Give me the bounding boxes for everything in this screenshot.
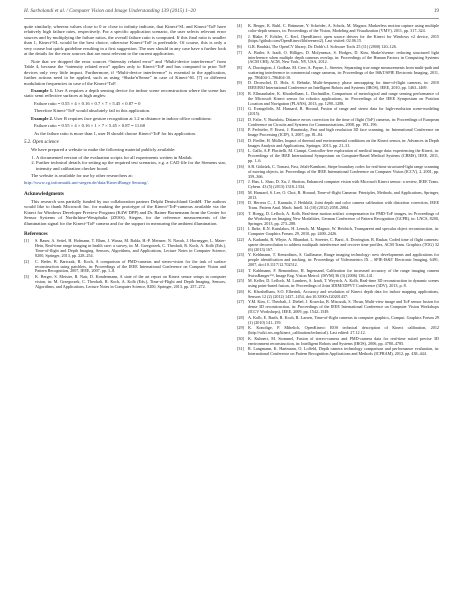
reference-text: K. Konolige, P. Mihelich, OpenKinect: ROS technical description of Kinect calibration, 2012 (http://wiki.ros.org/kinect_calibration/technical). Last edited: 27.12.12. bbox=[248, 325, 439, 336]
example-text: User B requires face gesture recognition at 1.2 m distance in indoor office conditions: bbox=[52, 115, 212, 121]
reference-text: C. Beder, B. Bartczak, R. Koch, A comparison of PMD-cameras and stereo-vision for the task of surface reconstruction using patchlets, in: Proceedings of the IEEE International Conference on Computer Vision and Pattern Recognition, 2007, IEEE, 2007, pp. 1–8. bbox=[35, 258, 226, 274]
reference-number: [1] bbox=[24, 238, 29, 244]
reference-text: S. Bauer, A. Seitel, H. Hofmann, T. Blum, J. Wasza, M. Balda, H.-P. Meinzer, N. Navab, J. Hornegger, L. Maier-Hein, Real-time range imaging in health care: a survey, in: M. Grzegorzek, C. Theobalt, R. Koch, A. Kolb (Eds.), Time-of-flight and Depth Imaging. Sensors, Algorithms, and Applications, Lecture Notes in Computer Science, 8200, Springer, 2013, pp. 228–254. bbox=[35, 238, 226, 258]
reference-number: [14] bbox=[237, 137, 244, 143]
reference-item bbox=[237, 212, 439, 227]
reference-item bbox=[237, 253, 439, 268]
reference-item bbox=[237, 165, 439, 180]
reference-number: [9] bbox=[237, 80, 242, 86]
references-heading: References bbox=[24, 231, 48, 238]
reference-text: A. Kadambi, R. Whyte, A. Bhandari, L. Streeter, C. Barsi, A. Dorrington, R. Raskar, Coded time of flight cameras: sparse deconvolution to address multipath interference and recover time profiles, ACM Trans. Graphics (TOG) 32 (6) (2013) 167. bbox=[248, 236, 439, 252]
reference-text: Y.M. Kim, C. Theobalt, J. Diebel, J. Kosecka, B. Miscusik, S. Thrun, Multi-view image and ToF sensor fusion for dense 3D reconstruction, in: Proceedings of the IEEE International Conference on Computer Vision Workshops (ICCV Workshops), IEEE, 2009, pp. 1542–1549. bbox=[248, 299, 439, 315]
reference-text: A. Dorrington, J. Godbaz, M. Cree, A. Payne, L. Streeter, Separating true range measurements from multi-path and scattering interference in commercial range cameras, in: Proceedings of the IS&T/SPIE Electronic Imaging, 2011, pp. 786404-1–786404-10. bbox=[248, 65, 439, 80]
reference-number: [23] bbox=[237, 252, 244, 258]
reference-item bbox=[237, 107, 439, 117]
reference-number: [27] bbox=[237, 299, 244, 305]
reference-number: [5] bbox=[237, 33, 242, 39]
reference-number: [17] bbox=[237, 179, 244, 185]
example-conclusion: Therefore Kinect^ToF would absolutely fail in this application. bbox=[34, 108, 151, 114]
reference-number: [28] bbox=[237, 314, 244, 320]
reference-number: [18] bbox=[237, 189, 244, 195]
running-header bbox=[24, 8, 439, 19]
reference-text: K. Berger, K. Ruhl, C. Brümmer, Y. Schröder, A. Scholz, M. Magnor, Markerless motion capture using multiple color-depth sensors, in: Proceedings of the Vision, Modeling and Visualization (VMV), 2011, pp. 317–324. bbox=[248, 23, 439, 33]
reference-text: G.R. Bradski, The OpenCV library, Dr. Dobb's J. Software Tools 25 (11) (2000) 120–126. bbox=[248, 44, 397, 49]
reference-text: L. Gallo, A.P. Placitelli, M. Ciampi, Controller-free exploration of medical image data: experiencing the Kinect, in: Proceedings of the IEEE International Symposium on Computer-Based Medical Systems (CBMS), IEEE, 2011, pp. 1–6. bbox=[248, 148, 439, 164]
reference-text: S.B. Göktürk, C. Tomasi, Fast, Jelali-Kamhoni, Stripe boundary codes for real-time structured-light range scanning of moving objects, in: Proceedings of the IEEE International Conference on Computer Vision (ICCV), 2, 2001, pp. 359–366. bbox=[248, 163, 439, 179]
reference-item bbox=[24, 275, 226, 290]
reference-text: D. Fiedler, H. Müller, Impact of thermal and environmental conditions on the Kinect sensor, in: Advances in Depth Images Analysis and Applications, Springer, 2013, pp. 21–31. bbox=[248, 137, 439, 148]
reference-number: [12] bbox=[237, 116, 244, 122]
reference-number: [21] bbox=[237, 226, 244, 232]
reference-number: [25] bbox=[237, 278, 244, 284]
reference-item bbox=[237, 300, 439, 315]
acknowledgments-heading: Acknowledgments bbox=[24, 190, 64, 197]
reference-item bbox=[24, 260, 226, 275]
example-text: User A requires a depth sensing device for indoor scene reconstruction where the scene has static semi reflective surfaces at high angles: bbox=[24, 87, 226, 99]
body-paragraph: Note that we dropped the error sources “Intensity related error” and “Multi-device interference” from Table 4, because the “intensity related error” applies only to Kinect^ToF and has compared to prior ToF devices only very little impact. Furthermore, if “Multi-device interference” is essential to the application, further actions need to be applied, such as using “Shake'n'Sense” in case of Kinect^SL [7] or different modulation frequencies in case of the Kinect^ToF. bbox=[24, 58, 226, 86]
reference-item bbox=[237, 201, 439, 211]
reference-list bbox=[237, 24, 439, 357]
example-label: Example 1. bbox=[31, 87, 54, 93]
website-link[interactable]: http://www.cg.informatik.uni-siegen.de/data/KinectRange Sensing/. bbox=[24, 180, 149, 186]
reference-item bbox=[237, 238, 439, 253]
reference-number: [11] bbox=[237, 106, 244, 112]
example-label: Example 2. bbox=[31, 115, 53, 121]
reference-number: [3] bbox=[24, 274, 29, 279]
reference-item bbox=[237, 128, 439, 138]
reference-text: M. Keller, D. Lefloch, M. Lambers, S. Izadi, T. Weyrich, A. Kolb, Real-time 3D reconstruction in dynamic scenes using point-based fusion, in: Proceedings of Joint 3DIM/3DPVT Conference (3DV), 2013, p. 8. bbox=[248, 278, 439, 289]
reference-text: B. Ellmauthaler, K. Khoshelham, L. Dorfmüller, Comparison of metrological and range sensing performance of the Microsoft Kinect sensor for robotics applications, in: Proceedings of the IEEE Symposium on Position Location and Navigation (PLANS), 2013, pp. 1290–1288. bbox=[248, 90, 439, 106]
reference-text: P. Fechteler, P. Eisert, J. Rurainsky, Fast and high resolution 3D face scanning, in: International Conference on Image Processing (ICIP), 3, 2007, pp. 81–84. bbox=[248, 127, 439, 138]
reference-number: [31] bbox=[237, 346, 244, 352]
reference-number: [2] bbox=[24, 258, 29, 264]
reference-item bbox=[237, 139, 439, 149]
reference-number: [29] bbox=[237, 325, 244, 331]
reference-item bbox=[237, 149, 439, 164]
reference-item bbox=[237, 347, 439, 357]
reference-number: [15] bbox=[237, 148, 244, 154]
reference-text: T. Hoegg, D. Lefloch, A. Kolb, Real-time motion artifact compensation for PMD-ToF images, in: Proceedings of the Workshop on Imaging New Modalities, German Conference of Pattern Recognition (GCPR), in: LNCS, 8200, Springer, 2013, pp. 273–288. bbox=[248, 210, 439, 226]
reference-item bbox=[237, 290, 439, 300]
right-column bbox=[237, 24, 439, 358]
running-title: H. Sarbolandi et al. / Computer Vision and Image Understanding 139 (2015) 1–20 bbox=[24, 8, 196, 14]
reference-item bbox=[237, 316, 439, 326]
reference-number: [4] bbox=[237, 23, 242, 28]
reference-item bbox=[237, 35, 439, 45]
left-column bbox=[24, 24, 226, 358]
example-equation: Failure ratio = 0.55 × 4 × 0.16 × 1 × 7 × 5.45 × 0.87 = 11.68 bbox=[34, 123, 145, 129]
reference-number: [24] bbox=[237, 267, 244, 273]
list-item: 1. A documented version of the evaluation scripts for all experiments written in Matlab. bbox=[36, 155, 226, 160]
reference-text: K. Berger, S. Meister, R. Nair, D. Kondermann, A state of the art report on Kinect sensor setups in computer vision, in: M. Grzegorzek, C. Theobalt, R. Koch, A. Kolb (Eds.), Time-of-Flight and Depth Imaging. Sensors, Algorithms, and Applications, Lecture Notes in Computer Science, 8200, Springer, 2013, pp. 257–272. bbox=[35, 274, 226, 289]
reference-item bbox=[237, 180, 439, 190]
reference-text: K. Khoshelham, S.O. Elberink, Accuracy and resolution of Kinect depth data for indoor mapping applications, Sensors 12 (2) (2012) 1437–1454, doi:10.3390/s120201437. bbox=[248, 288, 439, 299]
reference-number: [7] bbox=[237, 49, 242, 55]
reference-text: T. Kahlmann, F. Remondino, H. Ingensand, Calibration for increased accuracy of the range imaging camera SwissRanger™, Image Eng. Vision Metrol. (ISVM) 36 (3) (2006) 136–141. bbox=[248, 267, 439, 278]
reference-item bbox=[24, 239, 226, 259]
reference-number: [13] bbox=[237, 127, 244, 133]
reference-number: [30] bbox=[237, 335, 244, 341]
acknowledgments-text: This research was partially funded by our collaboration partner Delphi Deutschland GmbH. The authors would like to thank Microsoft Inc. for making the prototype of the Kinect^ToF-cameras available via the Kinect for Windows Developer Preview Program (K4W DPP) and Dr. Rainer Bornemann from the Center for Sensor Systems of Northrhine-Westphalia (ZESS), Siegen, for the reference measurements of the illumination signal for the Kinect^ToF camera and for the support in measuring the ambient illumination. bbox=[24, 198, 226, 226]
list-item: 2. Further technical details for setting up the required test scenarios, e.g. a CAD file for the Siemens star, intensity and calibration checker board. bbox=[36, 160, 226, 171]
reference-text: A. Butler, S. Izadi, O. Hilliges, D. Molyneaux, S. Hodges, D. Kim, Shake'n'sense: reducing structured light interference when multiple depth cameras overlap, in: Proceedings of the Human Factors in Computing Systems (ACM CHI), ACM, New York, NY, USA, 2012. bbox=[248, 49, 439, 65]
reference-text: R. Langmann, K. Hartmann, O. Loffeld, Depth camera technology comparison and performance evaluation, in: International Conference on Pattern Recognition Applications and Methods (ICPRAM), 2012, pp. 438–444. bbox=[248, 346, 439, 357]
reference-item bbox=[237, 51, 439, 66]
reference-item bbox=[237, 337, 439, 347]
reference-text: D. Herrera C., J. Kannala, J. Heikkilä, Joint depth and color camera calibration with distortion correction, IEEE Trans. Pattern Anal. Mach. Intell. 34 (10) (2012) 2058–2064. bbox=[248, 200, 439, 211]
reference-item bbox=[237, 118, 439, 128]
example-equation: Failure ratio = 0.55 × 4 × 0.16 × 0.7 × 7 × 5.45 × 0.87 = 0 bbox=[34, 100, 141, 106]
reference-item bbox=[237, 24, 439, 34]
reference-text: D. Droeschel, D. Holz, S. Behnke, Multi-frequency phase unwrapping for time-of-flight cameras, in: 2010 IEEE/RSJ International Conference on Intelligent Robots and Systems (IROS), IEEE, 2010, pp. 1463–1469. bbox=[248, 80, 439, 91]
reference-item bbox=[237, 66, 439, 81]
reference-number: [26] bbox=[237, 288, 244, 294]
reference-text: Y. Kehlmann, T. Kemodinos, S. Guillaume, Range imaging technology: new developments and applications for people identification and tracking, in: Proceedings of Videometrics IX – SPIE-IS&T Electronic Imaging, 6491, 2007, doi:10.1117/12.702512. bbox=[248, 252, 439, 268]
reference-text: D. Falie, V. Buzuloiu, Distance errors correction for the time of flight (ToF) cameras, in: Proceedings of European Conference on Circuits and Systems for Communications, 2008, pp. 193–196. bbox=[248, 116, 439, 127]
reference-item bbox=[237, 279, 439, 289]
reference-number: [16] bbox=[237, 163, 244, 169]
reference-text: K. Kuhnert, M. Stommel, Fusion of stereo-camera and PMD-camera data for real-time suited precise 3D environment reconstruction, in: Intelligent Robots and Systems (IROS), 2006, pp. 4780–4785. bbox=[248, 335, 439, 346]
reference-item bbox=[237, 92, 439, 107]
reference-text: M. Hansard, S. Lee, O. Choi, R. Horaud, Time-of-flight Cameras: Principles, Methods, and Applications, Springer, 2013. bbox=[248, 189, 439, 200]
reference-text: A. Kolb, E. Barth, R. Koch, R. Larsen, Time-of-flight cameras in computer graphics, Comput. Graphics Forum 29 (1) (2010) 141–159. bbox=[248, 314, 439, 325]
numbered-list bbox=[24, 155, 226, 171]
reference-text: J. Blake, F. Echtler, C. Kerl, OpenKinect: open source drivers for the Kinect for Windows v2 device, 2015 (https://github.com/OpenKinect/libfreenect2). Last visited: 02.06.15. bbox=[248, 33, 439, 44]
reference-text: J. Han, L. Shao, D. Xu, J. Shotton, Enhanced computer vision with Microsoft Kinect sensor: a review, IEEE Trans. Cybern. 43 (5) (2013) 1318–1334. bbox=[248, 179, 439, 190]
reference-list bbox=[24, 239, 226, 290]
body-paragraph: quite similarly, whereas values close to 0 or close to infinity indicate, that Kinect^SL and Kinect^ToF have relatively high failure rates, respectively. For a specific application scenario, the user selects relevant error sources and by multiplying the failure ratios, the overall failure ratio is computed. If this final ratio is smaller than 1, Kinect^SL would be the best choice, otherwise Kinect^ToF is preferable. Of course, this is only a very coarse but quick guideline resulting in a first suggestion. The user should in any case have a further look at the details for the error sources that are most relevant to the current application. bbox=[24, 24, 226, 57]
reference-number: [19] bbox=[237, 200, 244, 206]
reference-number: [22] bbox=[237, 236, 244, 242]
page-number: 19 bbox=[433, 8, 439, 14]
reference-item bbox=[237, 227, 439, 237]
section-heading: 5.2. Open science bbox=[24, 140, 59, 146]
reference-number: [20] bbox=[237, 210, 244, 216]
body-paragraph: We have prepared a website to make the following material publicly available: bbox=[31, 147, 176, 153]
example-1 bbox=[24, 88, 226, 99]
reference-item bbox=[237, 269, 439, 279]
example-2 bbox=[24, 116, 226, 121]
reference-number: [6] bbox=[237, 44, 242, 49]
body-paragraph: The website is available for use by other researchers at: bbox=[31, 172, 133, 178]
example-conclusion: As the failure ratio is more than 1, user B should choose Kinect^ToF for his application. bbox=[34, 130, 196, 136]
reference-text: I. Ihrke, K.N. Kutulakos, H. Lensch, M. Magnor, W. Heidrich, Transparent and specular object reconstruction, in: Computer Graphics Forum, 29, 2010, pp. 2400–2426. bbox=[248, 226, 439, 237]
reference-item bbox=[237, 81, 439, 91]
reference-text: G. Evangelidis, M. Hansard, R. Horaud, Fusion of range and stereo data for high-resolution scene-modeling (2015). bbox=[248, 106, 439, 117]
reference-number: [8] bbox=[237, 65, 242, 70]
reference-item bbox=[237, 326, 439, 336]
reference-item bbox=[237, 191, 439, 201]
reference-number: [10] bbox=[237, 90, 244, 96]
